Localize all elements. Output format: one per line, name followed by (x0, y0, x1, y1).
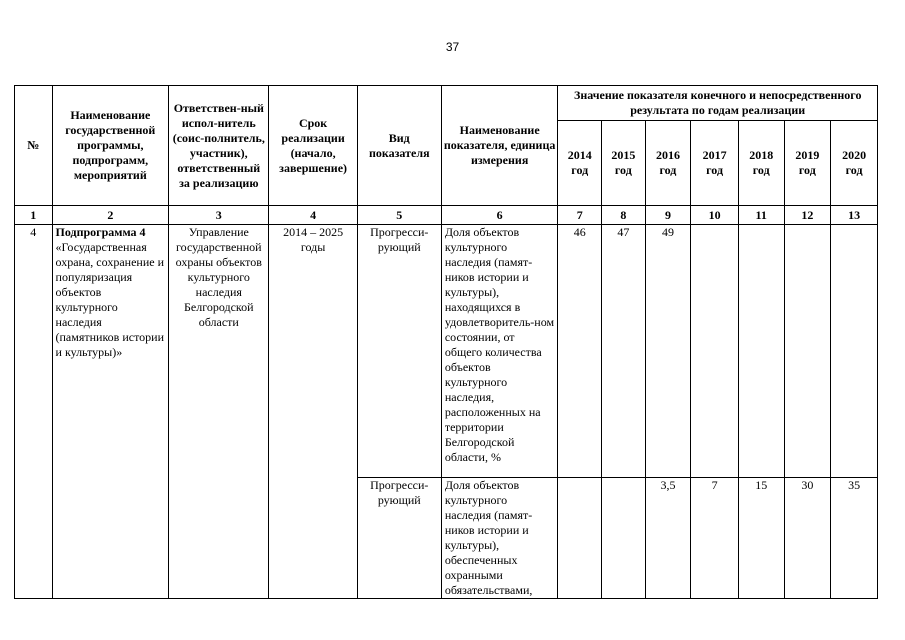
column-number: 8 (602, 206, 646, 225)
header-program-name: Наименование государственной программы, подпрограмм, мероприятий (52, 86, 169, 206)
header-number: № (15, 86, 53, 206)
column-number: 2 (52, 206, 169, 225)
indicator-value: 30 (784, 478, 831, 599)
column-number: 10 (691, 206, 739, 225)
program-name: «Государственная охрана, сохранение и популяризация объектов культурного наследия (памятников истории и культуры)» (55, 240, 165, 359)
column-number: 9 (645, 206, 691, 225)
indicator-value: 35 (831, 478, 878, 599)
program-title: Подпрограмма 4 (55, 225, 146, 239)
indicators-table (14, 85, 878, 599)
indicator-value: 49 (645, 225, 691, 478)
indicator-value: 46 (558, 225, 602, 478)
indicator-value: 3,5 (645, 478, 691, 599)
header-year: 2015 год (602, 121, 646, 206)
column-number: 6 (441, 206, 558, 225)
indicator-value (831, 225, 878, 478)
header-executor: Ответствен-ный испол-нитель (соис-полнитель, участник), ответственный за реализацию (169, 86, 269, 206)
header-year: 2014 год (558, 121, 602, 206)
period: 2014 – 2025 годы (269, 225, 357, 599)
column-number: 4 (269, 206, 357, 225)
indicator-value (738, 225, 784, 478)
indicator-value (602, 478, 646, 599)
column-number: 1 (15, 206, 53, 225)
column-number: 7 (558, 206, 602, 225)
header-year: 2020 год (831, 121, 878, 206)
row-number: 4 (15, 225, 53, 599)
header-years-group: Значение показателя конечного и непосредственного результата по годам реализации (558, 86, 878, 121)
indicator-type: Прогресси-рующий (357, 478, 441, 599)
indicator-value (558, 478, 602, 599)
executor: Управление государственной охраны объектов культурного наследия Белгородской области (169, 225, 269, 599)
indicator-value: 7 (691, 478, 739, 599)
header-year: 2018 год (738, 121, 784, 206)
header-year: 2019 год (784, 121, 831, 206)
header-indicator-type: Вид показателя (357, 86, 441, 206)
header-year: 2016 год (645, 121, 691, 206)
program-cell (52, 225, 169, 599)
column-number: 13 (831, 206, 878, 225)
indicator-value: 15 (738, 478, 784, 599)
indicator-value: 47 (602, 225, 646, 478)
indicator-name: Доля объектов культурного наследия (памят-ников истории и культуры), обеспеченных охранными обязательствами, (441, 478, 558, 599)
header-period: Срок реализации (начало, завершение) (269, 86, 357, 206)
column-number: 11 (738, 206, 784, 225)
page-number: 37 (445, 40, 460, 54)
header-indicator-name: Наименование показателя, единица измерения (441, 86, 558, 206)
indicator-value (691, 225, 739, 478)
indicator-type: Прогресси-рующий (357, 225, 441, 478)
column-number: 5 (357, 206, 441, 225)
table-row (15, 225, 878, 478)
indicator-value (784, 225, 831, 478)
header-year: 2017 год (691, 121, 739, 206)
column-number: 3 (169, 206, 269, 225)
column-number: 12 (784, 206, 831, 225)
indicator-name: Доля объектов культурного наследия (памят-ников истории и культуры), находящихся в удовлетворитель-ном состоянии, от общего количества объектов культурного наследия, расположенных на территории Белгородской области, % (441, 225, 558, 478)
